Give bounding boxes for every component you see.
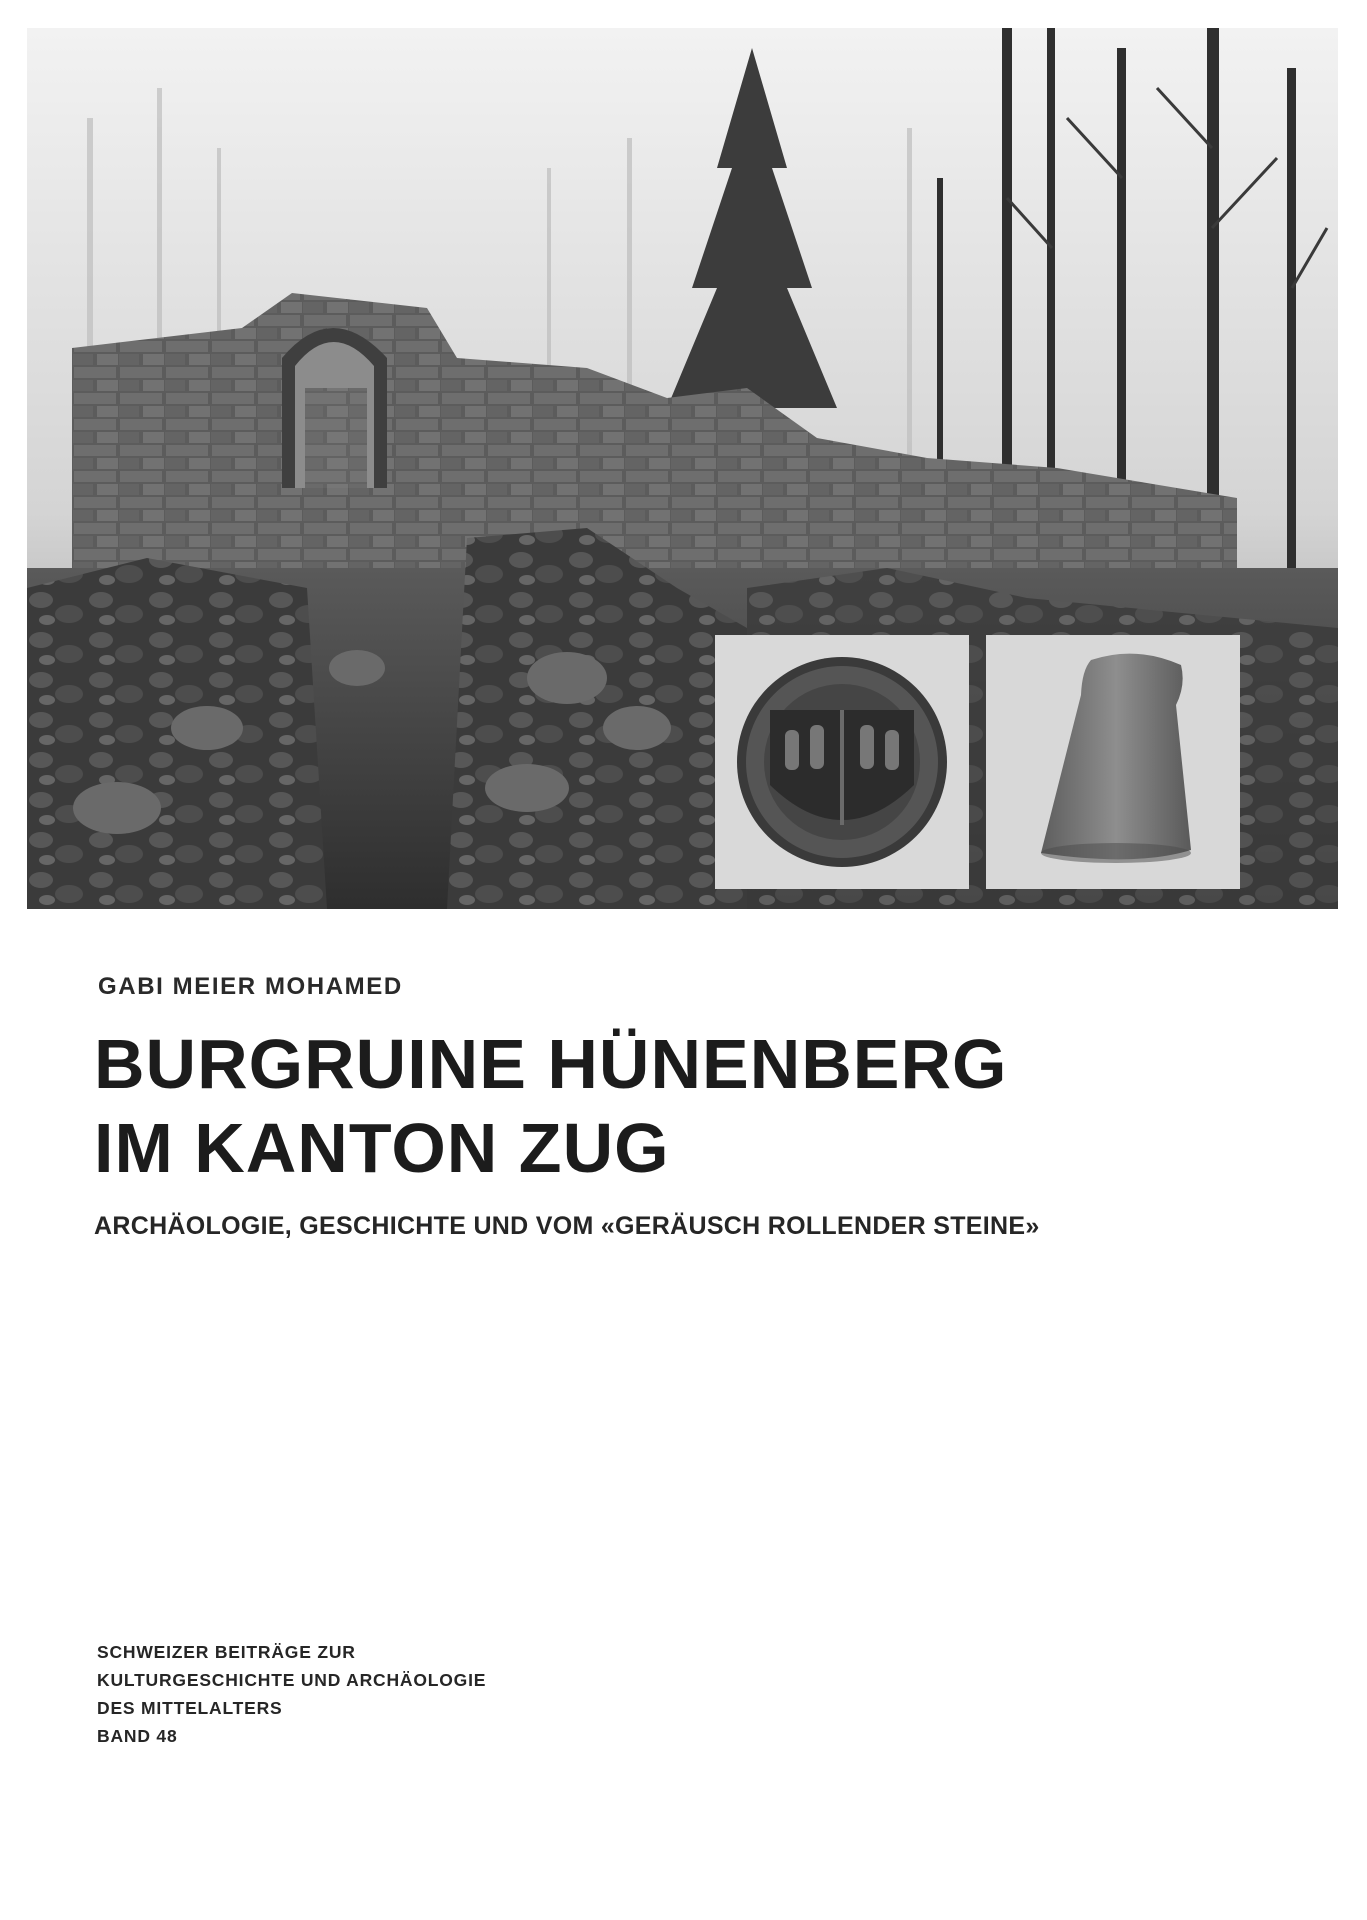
- series-info: [97, 1638, 486, 1750]
- series-line-3: DES MITTELALTERS: [97, 1698, 283, 1718]
- series-line-2: KULTURGESCHICHTE UND ARCHÄOLOGIE: [97, 1670, 487, 1690]
- author-name: GABI MEIER MOHAMED: [98, 973, 403, 1000]
- book-subtitle: ARCHÄOLOGIE, GESCHICHTE UND VOM «GERÄUSCH ROLLENDER STEINE»: [94, 1212, 1040, 1240]
- series-line-1: SCHWEIZER BEITRÄGE ZUR: [97, 1642, 356, 1662]
- seal-illustration: [715, 635, 969, 889]
- inset-photo-stone-object: [986, 635, 1240, 889]
- book-title-line-1: BURGRUINE HÜNENBERG: [94, 1025, 1008, 1103]
- book-title: [94, 1022, 1007, 1190]
- series-volume: BAND 48: [97, 1726, 178, 1746]
- book-title-line-2: IM KANTON ZUG: [94, 1109, 670, 1187]
- stone-object-illustration: [986, 635, 1240, 889]
- inset-photo-seal: [715, 635, 969, 889]
